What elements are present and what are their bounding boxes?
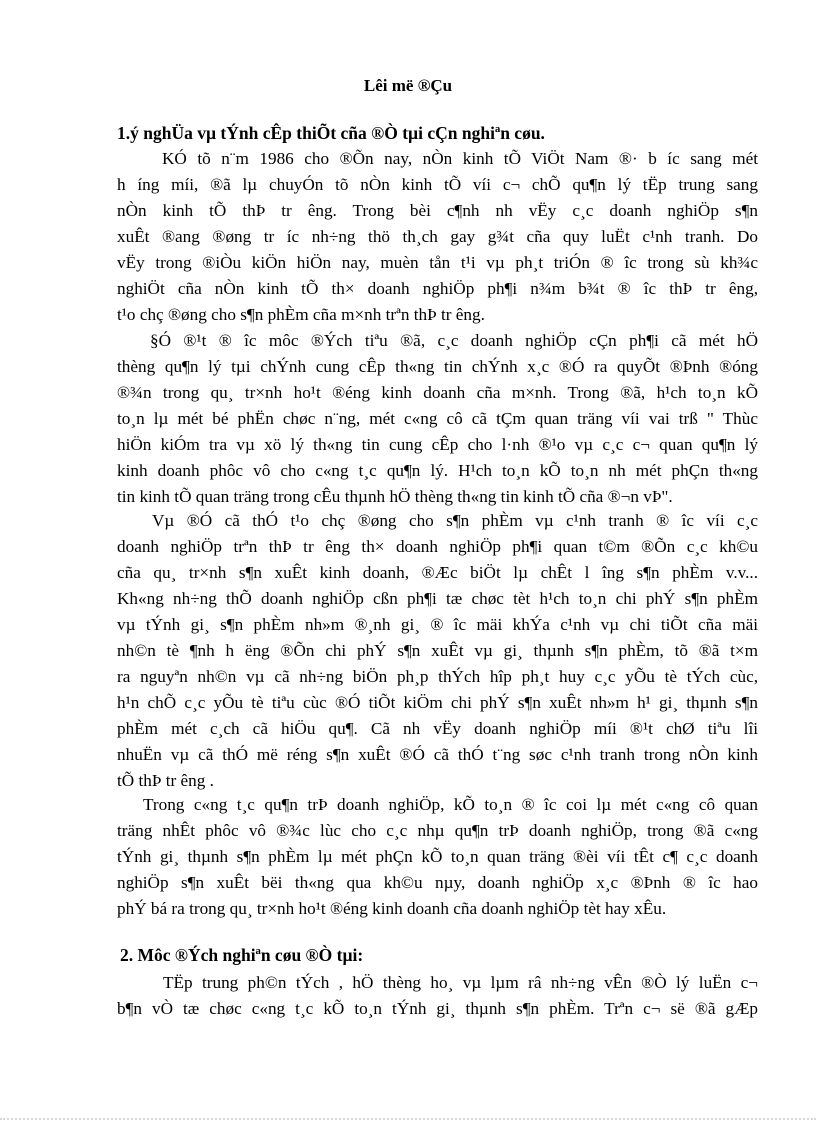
paragraph-line: nghiÖt cña nÒn kinh tÕ th× doanh nghiÖp ph¶i n¾m b¾t ® îc thÞ tr êng, xyxy=(117,279,758,298)
paragraph-line: t¹o chç ®øng cho s¶n phÈm cña m×nh trªn thÞ tr êng. xyxy=(117,305,485,324)
paragraph-line: nÒn kinh tÕ thÞ tr êng. Trong bèi c¶nh nh vËy c¸c doanh nghiÖp s¶n xyxy=(117,201,758,220)
paragraph-line: KÓ tõ n¨m 1986 cho ®Õn nay, nÒn kinh tÕ ViÖt Nam ®· b íc sang mét xyxy=(162,149,758,168)
paragraph-1 xyxy=(117,146,758,328)
paragraph-line: to¸n lµ mét bé phËn chøc n¨ng, mét c«ng cô cã tÇm quan träng víi vai trß " Thùc xyxy=(117,409,758,428)
paragraph-4 xyxy=(117,792,758,922)
section-heading-2: 2. Môc ®Ých nghiªn cøu ®Ò tµi: xyxy=(120,945,364,965)
paragraph-line: kinh doanh phôc vô cho c«ng t¸c qu¶n lý. H¹ch to¸n kÕ to¸n nh mét phÇn th«ng xyxy=(117,461,758,480)
document-title: Lêi më ®Çu xyxy=(363,76,453,95)
paragraph-line: b¶n vÒ tæ chøc c«ng t¸c kÕ to¸n tÝnh gi¸ thµnh s¶n phÈm. Trªn c¬ së ®ã gÆp xyxy=(117,999,758,1018)
paragraph-line: xuÊt ®ang ®øng tr íc nh÷ng thö th¸ch gay g¾t cña quy luËt c¹nh tranh. Do xyxy=(117,227,758,246)
paragraph-line: hiÖn kiÓm tra vµ xö lý th«ng tin cung cÊp cho l·nh ®¹o vµ c¸c c¬ quan qu¶n lý xyxy=(117,435,758,454)
paragraph-line: tin kinh tÕ quan träng trong cÊu thµnh hÖ thèng th«ng tin kinh tÕ cña ®¬n vÞ". xyxy=(117,487,673,506)
paragraph-line: vµ tÝnh gi¸ s¶n phÈm nh»m ®¸nh gi¸ ® îc mäi khÝa c¹nh vµ chi tiÕt cña mäi xyxy=(117,615,758,634)
paragraph-line: h íng míi, ®ã lµ chuyÓn tõ nÒn kinh tÕ víi c¬ chÕ qu¶n lý tËp trung sang xyxy=(117,175,758,194)
paragraph-line: nghiÖp s¶n xuÊt bëi th«ng qua kh©u nµy, doanh nghiÖp x¸c ®Þnh ® îc hao xyxy=(117,873,758,892)
paragraph-5 xyxy=(117,970,758,1022)
paragraph-line: Kh«ng nh÷ng thÕ doanh nghiÖp cßn ph¶i tæ chøc tèt h¹ch to¸n chi phÝ s¶n phÈm xyxy=(117,589,758,608)
paragraph-line: thèng qu¶n lý tµi chÝnh cung cÊp th«ng tin chÝnh x¸c ®Ó ra quyÕt ®Þnh ®óng xyxy=(117,357,758,376)
paragraph-2 xyxy=(117,328,758,510)
paragraph-line: TËp trung ph©n tÝch , hÖ thèng ho¸ vµ lµm râ nh÷ng vÊn ®Ò lý luËn c¬ xyxy=(163,973,758,992)
paragraph-line: nhuËn vµ cã thÓ më réng s¶n xuÊt ®Ó cã thÓ t¨ng søc c¹nh tranh trong nÒn kinh xyxy=(117,745,758,764)
paragraph-line: tÝnh gi¸ thµnh s¶n phÈm lµ mét phÇn kÕ to¸n quan träng ®èi víi tÊt c¶ c¸c doanh xyxy=(117,847,758,866)
paragraph-3 xyxy=(117,508,758,794)
page-bottom-divider xyxy=(0,1118,816,1120)
paragraph-line: ra nguyªn nh©n vµ cã nh÷ng biÖn ph¸p thÝch hîp ph¸t huy c¸c yÕu tè tÝch cùc, xyxy=(117,667,758,686)
paragraph-line: phÈm mét c¸ch cã hiÖu qu¶. Cã nh vËy doanh nghiÖp míi ®¹t chØ tiªu lîi xyxy=(117,719,758,738)
paragraph-line: ®¾n trong qu¸ tr×nh ho¹t ®éng kinh doanh cña m×nh. Trong ®ã, h¹ch to¸n kÕ xyxy=(117,383,758,402)
paragraph-line: cña qu¸ tr×nh s¶n xuÊt kinh doanh, ®Æc biÖt lµ chÊt l îng s¶n phÈm v.v... xyxy=(117,563,758,582)
paragraph-line: Trong c«ng t¸c qu¶n trÞ doanh nghiÖp, kÕ to¸n ® îc coi lµ mét c«ng cô quan xyxy=(143,795,758,814)
paragraph-line: vËy trong ®iÒu kiÖn hiÖn nay, muèn tån t¹i vµ ph¸t triÓn ® îc trong sù kh¾c xyxy=(117,253,758,272)
section-heading-1: 1.ý nghÜa vµ tÝnh cÊp thiÕt cña ®Ò tµi cÇn nghiªn cøu. xyxy=(117,123,545,143)
paragraph-line: h¹n chÕ c¸c yÕu tè tiªu cùc ®Ó tiÕt kiÖm chi phÝ s¶n xuÊt nh»m h¹ gi¸ thµnh s¶n xyxy=(117,693,758,712)
paragraph-line: tÕ thÞ tr êng . xyxy=(117,771,214,790)
paragraph-line: träng nhÊt phôc vô ®¾c lùc cho c¸c nhµ qu¶n trÞ doanh nghiÖp, trong ®ã c«ng xyxy=(117,821,758,840)
paragraph-line: phÝ bá ra trong qu¸ tr×nh ho¹t ®éng kinh doanh cña doanh nghiÖp tèt hay xÊu. xyxy=(117,899,667,918)
paragraph-line: nh©n tè ¶nh h ëng ®Õn chi phÝ s¶n xuÊt vµ gi¸ thµnh s¶n phÈm, tõ ®ã t×m xyxy=(117,641,758,660)
paragraph-line: Vµ ®Ó cã thÓ t¹o chç ®øng cho s¶n phÈm vµ c¹nh tranh ® îc víi c¸c xyxy=(152,511,758,530)
paragraph-line: §Ó ®¹t ® îc môc ®Ých tiªu ®ã, c¸c doanh nghiÖp cÇn ph¶i cã mét hÖ xyxy=(150,331,758,350)
paragraph-line: doanh nghiÖp trªn thÞ tr êng th× doanh nghiÖp ph¶i quan t©m ®Õn c¸c kh©u xyxy=(117,537,758,556)
